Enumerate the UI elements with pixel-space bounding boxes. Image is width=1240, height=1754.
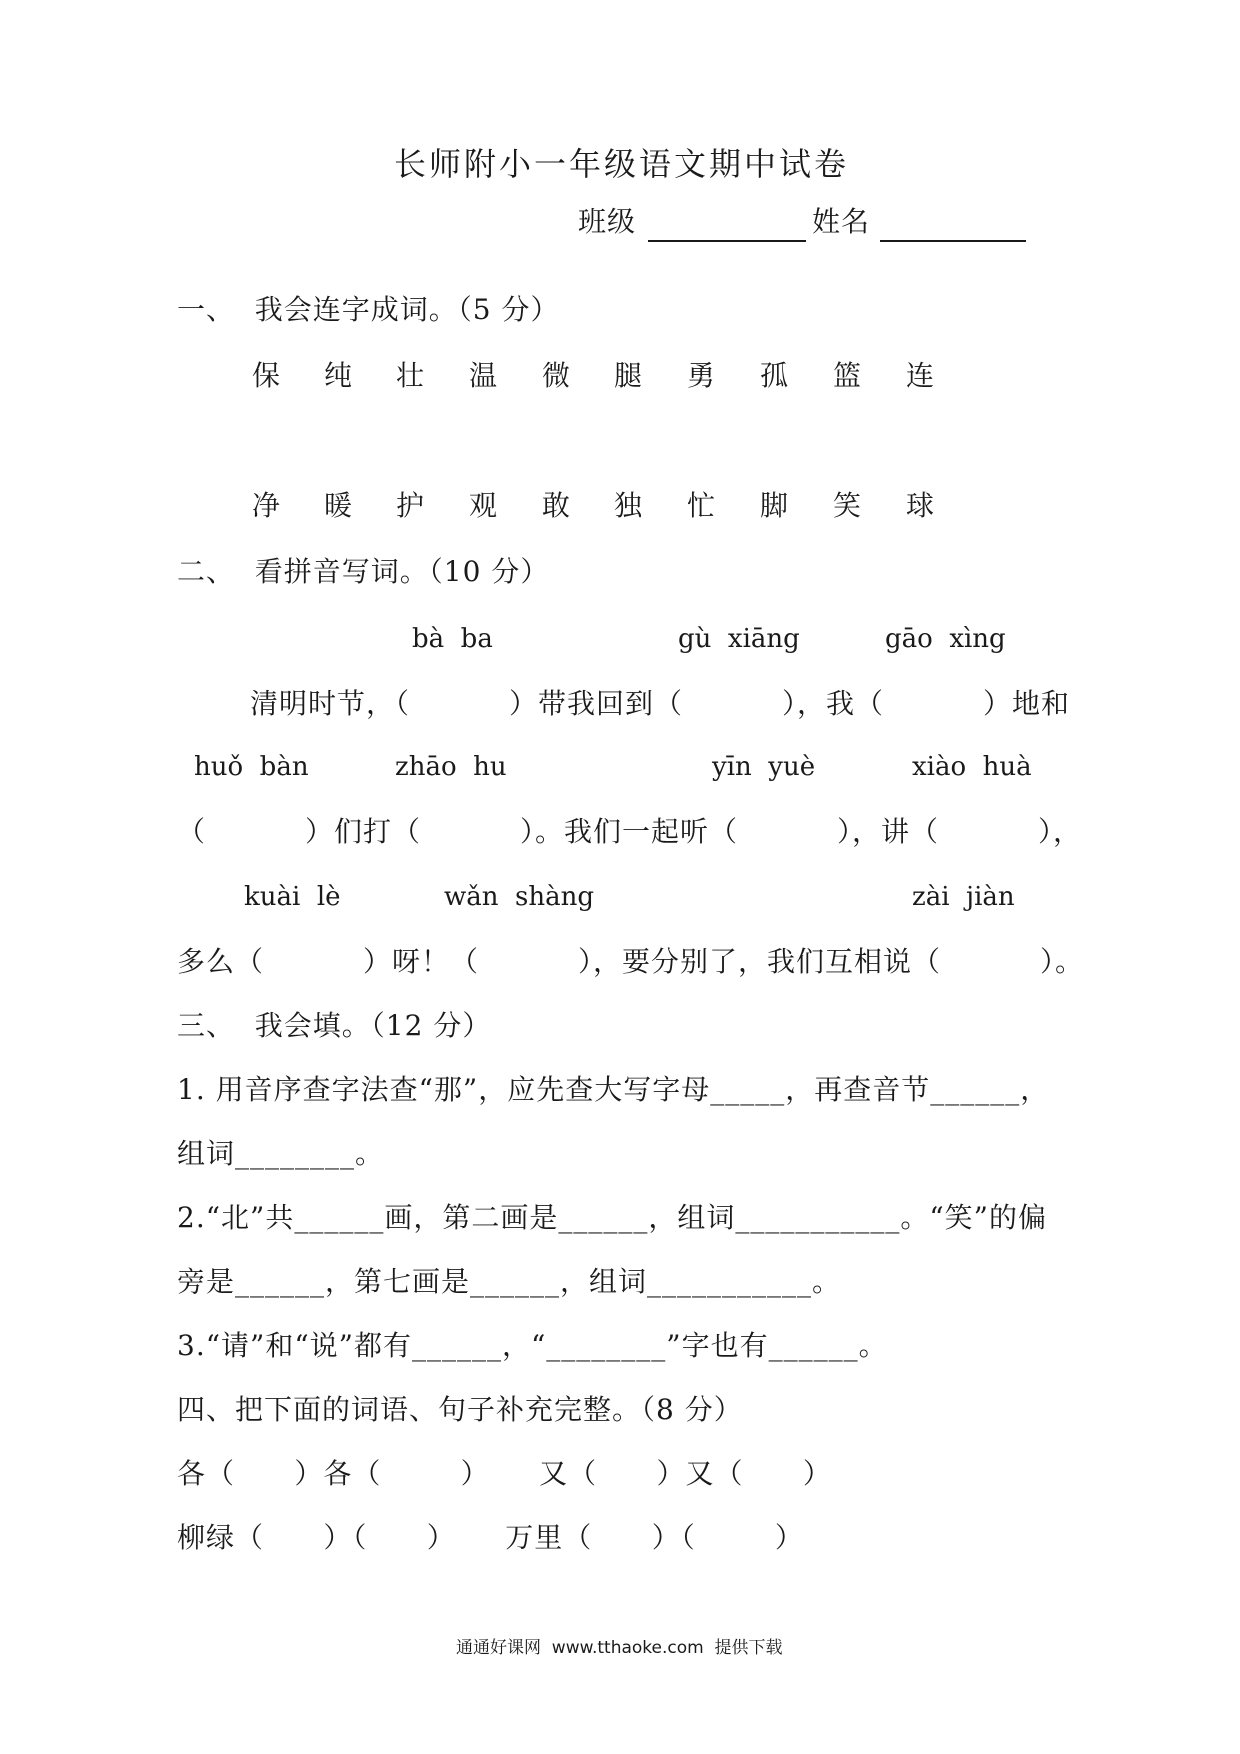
char: 纯: [324, 359, 353, 392]
char: 净: [252, 489, 281, 522]
class-label: 班级: [578, 205, 637, 238]
char: 球: [906, 489, 935, 522]
footer-credit: 通通好课网 www.tthaoke.com 提供下载: [456, 1638, 783, 1658]
char: 敢: [542, 489, 571, 522]
char: 微: [542, 359, 571, 392]
char: 温: [469, 359, 498, 392]
char: 保: [252, 359, 281, 392]
q3-line-1: 1. 用音序查字法查“那”，应先查大写字母_____，再查音节______，: [177, 1073, 1050, 1106]
fill-sentence-3: 多么（ ）呀！（ ），要分别了，我们互相说（ ）。: [177, 945, 1085, 978]
page-title: 长师附小一年级语文期中试卷: [394, 145, 850, 183]
fill-sentence-2: （ ）们打（ ）。我们一起听（ ），讲（ ），: [177, 815, 1083, 848]
char: 脚: [760, 489, 789, 522]
char: 独: [614, 489, 643, 522]
pinyin-gaoxing: gāo xìng: [885, 624, 1006, 654]
pinyin-kuaile: kuài lè: [244, 882, 341, 912]
pinyin-zaijian: zài jiàn: [912, 882, 1015, 912]
fill-sentence-1: 清明时节，（ ）带我回到（ ），我（ ）地和: [250, 687, 1071, 720]
class-blank: [648, 240, 806, 242]
char: 笑: [833, 489, 862, 522]
q4-line-2: 柳绿（ ）（ ） 万里（ ）（ ）: [177, 1521, 804, 1554]
char: 壮: [396, 359, 425, 392]
section-1-heading: 一、 我会连字成词。（5 分）: [177, 293, 560, 326]
pinyin-huoban: huǒ bàn: [194, 752, 309, 782]
name-label: 姓名: [812, 205, 871, 238]
char: 护: [396, 489, 425, 522]
pinyin-zhaohu: zhāo hu: [395, 752, 507, 782]
char: 勇: [687, 359, 716, 392]
q3-line-4: 旁是______，第七画是______，组词___________。: [177, 1265, 842, 1298]
section-2-heading: 二、 看拼音写词。（10 分）: [177, 555, 550, 588]
name-blank: [880, 240, 1026, 242]
char: 孤: [760, 359, 789, 392]
char: 忙: [687, 489, 716, 522]
char: 观: [469, 489, 498, 522]
section-4-heading: 四、把下面的词语、句子补充完整。（8 分）: [177, 1393, 743, 1426]
pinyin-yinyue: yīn yuè: [712, 752, 816, 782]
char: 连: [906, 359, 935, 392]
pinyin-baba: bà ba: [412, 624, 493, 654]
q3-line-2: 组词________。: [177, 1137, 385, 1170]
char: 腿: [614, 359, 643, 392]
q3-line-3: 2.“北”共______画，第二画是______，组词___________。“笑”的偏: [177, 1201, 1047, 1234]
char: 暖: [324, 489, 353, 522]
pinyin-wanshang: wǎn shàng: [444, 882, 595, 912]
section-3-heading: 三、 我会填。（12 分）: [177, 1009, 492, 1042]
q3-line-5: 3.“请”和“说”都有______，“________”字也有______。: [177, 1329, 888, 1362]
pinyin-xiaohua: xiào huà: [912, 752, 1032, 782]
char: 篮: [833, 359, 862, 392]
q4-line-1: 各（ ）各（ ） 又（ ）又（ ）: [177, 1457, 832, 1490]
pinyin-guxiang: gù xiāng: [678, 624, 800, 654]
